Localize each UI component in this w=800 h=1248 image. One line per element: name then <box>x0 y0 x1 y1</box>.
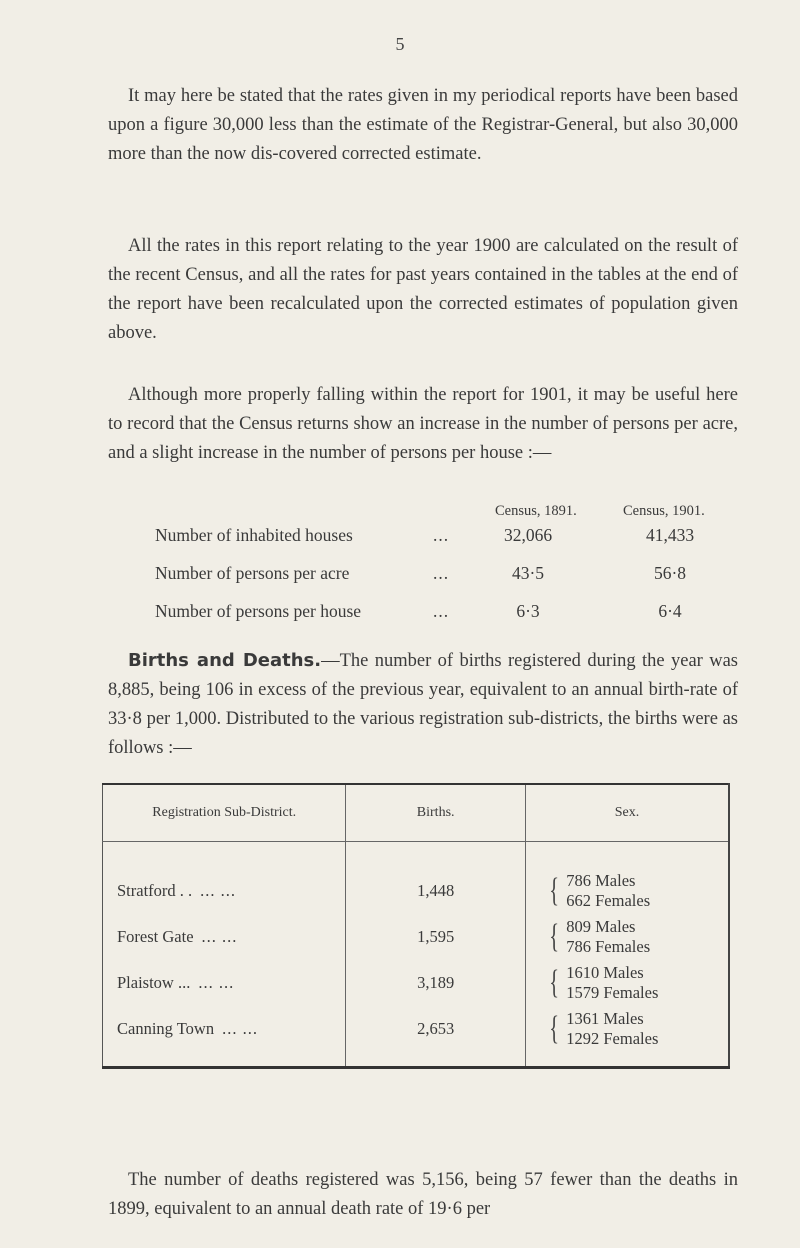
census-row-label: Number of inhabited houses <box>155 525 353 545</box>
brace-glyph: { <box>549 918 559 955</box>
census-row <box>155 525 745 563</box>
leader-dots: ... <box>433 601 450 621</box>
paragraph-deaths <box>108 1166 738 1224</box>
births-table <box>102 783 730 1069</box>
brace-glyph: { <box>549 872 559 909</box>
births-value: 2,653 <box>346 1006 526 1052</box>
sex-cell <box>525 914 729 960</box>
paragraph-census-increase-text: Although more properly falling within the report for 1901, it may be useful here to record that the Census returns show an increase in the number of persons per acre, and a slight increase in the number of persons per house :— <box>108 385 738 463</box>
births-value: 1,595 <box>346 914 526 960</box>
table-row <box>103 1006 730 1052</box>
leader-dots: ... ... <box>200 881 237 900</box>
females-count: 786 Females <box>566 937 651 956</box>
paragraph-deaths-text: The number of deaths registered was 5,156, being 57 fewer than the deaths in 1899, equivalent to an annual death rate of 19·6 per <box>108 1170 738 1219</box>
males-count: 786 Males <box>566 871 636 890</box>
leader-dots: ... ... <box>198 973 235 992</box>
paragraph-census-rates-text: All the rates in this report relating to the year 1900 are calculated on the result of the recent Census, and all the rates for past years contained in the tables at the end of the report have been recalculated upon the corrected estimates of population given above. <box>108 236 738 343</box>
district-cell <box>103 868 346 914</box>
census-1901-value: 6·4 <box>658 601 682 621</box>
census-row <box>155 563 745 601</box>
census-1891-header: Census, 1891. <box>495 503 577 519</box>
district-cell <box>103 914 346 960</box>
females-count: 662 Females <box>566 891 651 910</box>
paragraph-rates <box>108 82 738 169</box>
males-count: 809 Males <box>566 917 636 936</box>
sex-cell <box>525 1006 729 1052</box>
leader-dots: ... ... <box>201 927 238 946</box>
section-heading: Births and Deaths. <box>128 650 322 671</box>
males-count: 1610 Males <box>566 963 644 982</box>
paragraph-births <box>108 646 738 763</box>
males-count: 1361 Males <box>566 1009 644 1028</box>
district-name: Canning Town <box>117 1019 215 1038</box>
header-sub-district: Registration Sub-District. <box>103 784 346 842</box>
sex-cell <box>525 960 729 1006</box>
leader-dots: ... ... <box>222 1019 258 1038</box>
census-1891-value: 32,066 <box>503 525 553 545</box>
paragraph-census-rates <box>108 232 738 348</box>
page-number: 5 <box>395 34 405 54</box>
paragraph-census-increase <box>108 381 738 468</box>
census-row-label: Number of persons per acre <box>155 563 350 583</box>
brace-glyph: { <box>549 964 559 1001</box>
district-name: Forest Gate <box>117 927 194 946</box>
table-row <box>103 960 730 1006</box>
census-header-row <box>155 499 745 525</box>
births-value: 3,189 <box>346 960 526 1006</box>
females-count: 1579 Females <box>566 983 659 1002</box>
paragraph-rates-text: It may here be stated that the rates given in my periodical reports have been based upon a figure 30,000 less than the estimate of the Registrar-General, but also 30,000 more than the now dis-covered corrected estimate. <box>108 86 738 164</box>
district-name: Plaistow ... <box>117 973 191 992</box>
census-row <box>155 601 745 639</box>
district-name: Stratford . . <box>117 881 193 900</box>
header-sex: Sex. <box>525 784 729 842</box>
census-comparison-table <box>155 499 745 639</box>
district-cell <box>103 960 346 1006</box>
district-cell <box>103 1006 346 1052</box>
paragraph-births-text: —The number of births registered during the year was 8,885, being 106 in excess of the previous year, equivalent to an annual birth-rate of 33·8 per 1,000. Distributed to the various registration sub-districts, the births were as follows :— <box>108 651 739 758</box>
census-1891-value: 43·5 <box>511 563 545 583</box>
table-row <box>103 914 730 960</box>
brace-glyph: { <box>549 1010 559 1047</box>
census-1901-value: 56·8 <box>653 563 687 583</box>
sex-cell <box>525 868 729 914</box>
births-table-header <box>103 784 730 842</box>
leader-dots: ... <box>433 563 450 583</box>
header-births: Births. <box>346 784 526 842</box>
females-count: 1292 Females <box>566 1029 659 1048</box>
census-1891-value: 6·3 <box>516 601 540 621</box>
table-row <box>103 868 730 914</box>
census-1901-value: 41,433 <box>645 525 695 545</box>
births-value: 1,448 <box>346 868 526 914</box>
census-1901-header: Census, 1901. <box>623 503 705 519</box>
leader-dots: ... <box>433 525 450 545</box>
census-row-label: Number of persons per house <box>155 601 362 621</box>
